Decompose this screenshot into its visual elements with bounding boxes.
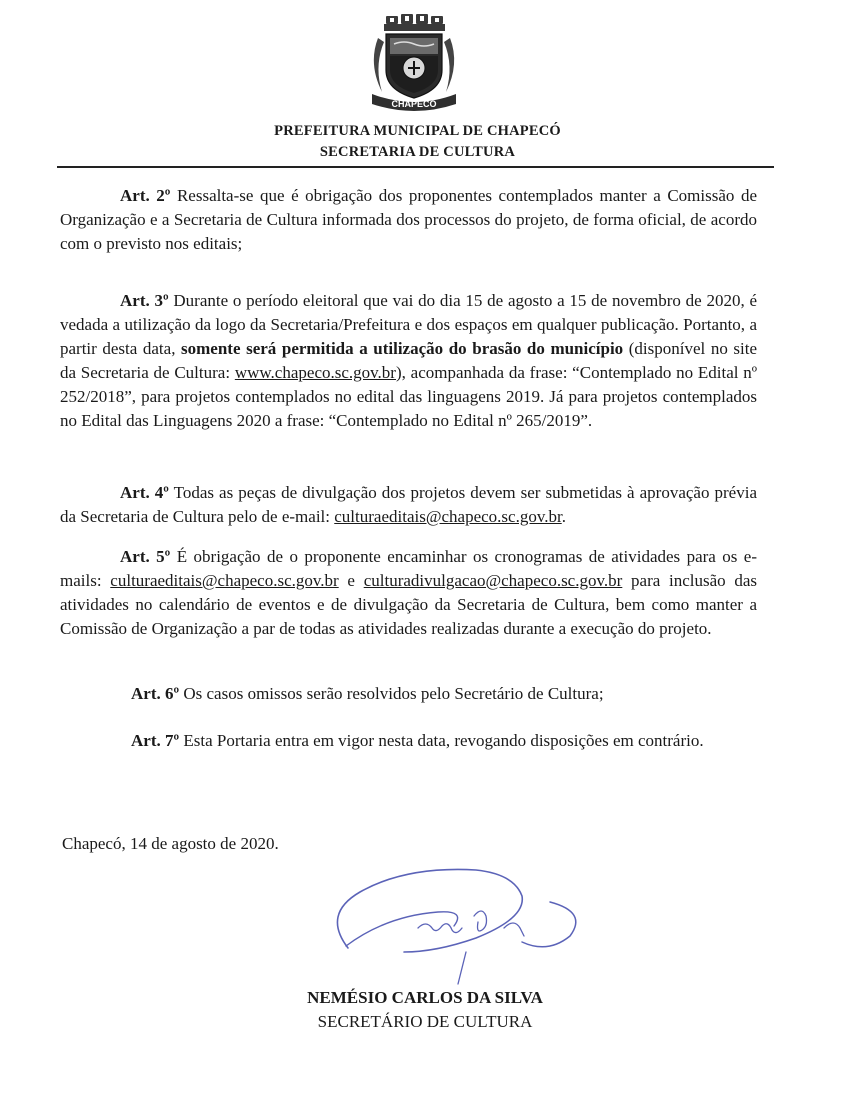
- article-4-text-a: Todas as peças de divulgação dos projetos devem ser submetidas à aprovação prévia da Secretaria de Cultura pelo de e-mail:: [60, 483, 757, 526]
- header-municipality: PREFEITURA MUNICIPAL DE CHAPECÓ: [274, 123, 561, 139]
- email-link-editais[interactable]: culturaeditais@chapeco.sc.gov.br: [334, 507, 562, 526]
- place-date: Chapecó, 14 de agosto de 2020.: [62, 834, 279, 853]
- article-7-label: Art. 7º: [131, 731, 180, 750]
- municipal-crest-emblem: [364, 14, 464, 116]
- article-2-text: Ressalta-se que é obrigação dos proponentes contemplados manter a Comissão de Organização e a Secretaria de Cultura informada dos processos do projeto, de forma oficial, de acordo com o previsto nos editais;: [60, 186, 757, 253]
- article-2-label: Art. 2º: [120, 186, 171, 205]
- article-3: [60, 289, 757, 433]
- article-6: [131, 682, 604, 706]
- article-5-text-b: e: [347, 571, 355, 590]
- article-3-text-c: ), acompanhada da frase: “Contemplado no Edital nº 252/2018”, para projetos contemplados no edital das linguagens 2019. Já para projetos contemplados no Edital das Linguagens 2020 a frase: “Contemplado no Edital nº 265/2019”.: [60, 363, 757, 430]
- article-3-bold-text: somente será permitida a utilização do brasão do município: [181, 339, 624, 358]
- article-5-label: Art. 5º: [120, 547, 171, 566]
- article-5-text-a: É obrigação de o proponente encaminhar os cronogramas de atividades para os e-mails:: [60, 547, 758, 590]
- website-link[interactable]: www.chapeco.sc.gov.br: [234, 363, 396, 382]
- article-5: [60, 545, 757, 641]
- article-3-label: Art. 3º: [120, 291, 169, 310]
- article-4: [60, 481, 757, 529]
- article-6-label: Art. 6º: [131, 684, 180, 703]
- email-link-editais-2[interactable]: culturaeditais@chapeco.sc.gov.br: [110, 571, 339, 590]
- header-divider: [57, 166, 774, 168]
- signer-title: SECRETÁRIO DE CULTURA: [317, 1012, 533, 1031]
- article-7-text: Esta Portaria entra em vigor nesta data, revogando disposições em contrário.: [183, 731, 704, 750]
- crest-ribbon-text: CHAPECÓ: [391, 99, 437, 109]
- signer-name: NEMÉSIO CARLOS DA SILVA: [307, 988, 543, 1007]
- article-6-text: Os casos omissos serão resolvidos pelo Secretário de Cultura;: [183, 684, 604, 703]
- article-4-text-b: .: [561, 507, 566, 526]
- article-5-text-c: para inclusão das atividades no calendário de eventos e de divulgação da Secretaria de Cultura, bem como manter a Comissão de Organização a par de todas as atividades realizadas durante a execução do projeto.: [60, 571, 758, 638]
- email-link-divulgacao[interactable]: culturadivulgacao@chapeco.sc.gov.br: [363, 571, 623, 590]
- article-3-text-b: (disponível no site da Secretaria de Cultura:: [60, 339, 758, 382]
- article-3-text-a: Durante o período eleitoral que vai do dia 15 de agosto a 15 de novembro de 2020, é vedada a utilização da logo da Secretaria/Prefeitura e dos espaços em qualquer publicação. Portanto, a partir desta data,: [60, 291, 757, 358]
- article-2: [60, 184, 757, 256]
- article-7: [131, 729, 704, 753]
- handwritten-signature: [326, 856, 586, 988]
- article-4-label: Art. 4º: [120, 483, 169, 502]
- header-department: SECRETARIA DE CULTURA: [319, 144, 516, 160]
